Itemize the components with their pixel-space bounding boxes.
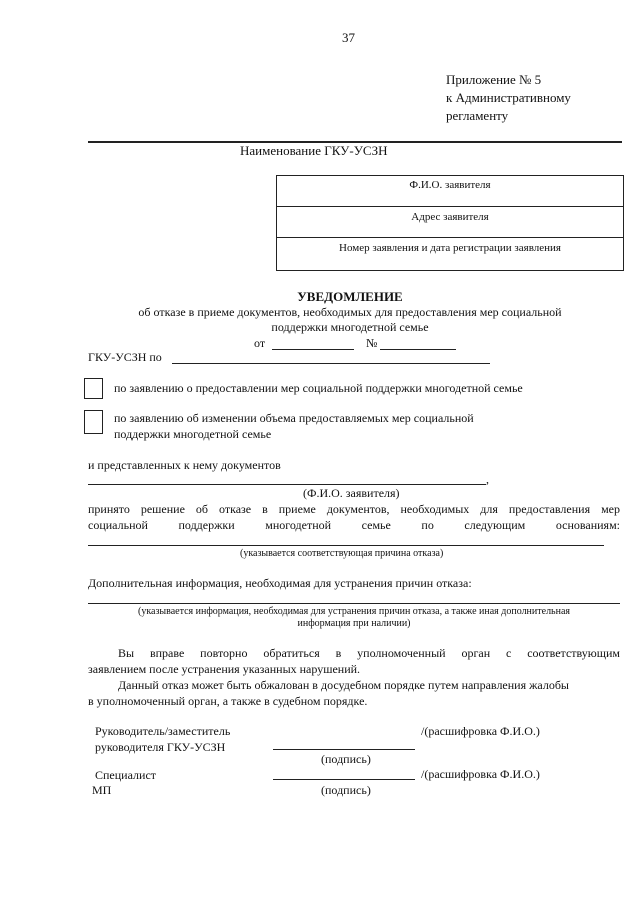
head-signature-line[interactable] xyxy=(273,749,415,750)
number-label: № xyxy=(366,336,378,350)
option-1-checkbox[interactable] xyxy=(84,378,103,399)
extra-info-line[interactable] xyxy=(88,603,620,604)
page-number: 37 xyxy=(342,30,355,45)
decision-line-1: принято решение об отказе в приеме документов, необходимых для предоставления мер xyxy=(88,502,620,516)
option-1-label: по заявлению о предоставлении мер социальной поддержки многодетной семье xyxy=(114,381,523,395)
decision-line-2: социальной поддержки многодетной семье по следующим основаниям: xyxy=(88,518,620,532)
gku-field-line[interactable] xyxy=(172,363,490,364)
option-2-label-2: поддержки многодетной семье xyxy=(114,427,272,441)
right-line-2: заявлением после устранения указанных нарушений. xyxy=(88,662,361,676)
extra-caption-2: информация при наличии) xyxy=(297,618,411,629)
org-name-label: Наименование ГКУ-УСЗН xyxy=(240,143,388,158)
applicant-fio-label: Ф.И.О. заявителя xyxy=(409,179,491,191)
head-title-1: Руководитель/заместитель xyxy=(95,724,231,738)
table-divider xyxy=(277,237,623,238)
appeal-line-1: Данный отказ может быть обжалован в досудебном порядке путем направления жалобы xyxy=(118,678,569,692)
fio-caption: (Ф.И.О. заявителя) xyxy=(303,486,400,500)
presented-docs-label: и представленных к нему документов xyxy=(88,458,281,472)
notice-subtitle-1: об отказе в приеме документов, необходимых для предоставления мер социальной xyxy=(138,305,562,319)
specialist-signature-line[interactable] xyxy=(273,779,415,780)
reason-caption: (указывается соответствующая причина отказа) xyxy=(240,548,444,559)
head-decode: /(расшифровка Ф.И.О.) xyxy=(421,724,540,738)
notice-subtitle-2: поддержки многодетной семье xyxy=(271,320,429,334)
table-divider xyxy=(277,206,623,207)
application-number-label: Номер заявления и дата регистрации заявления xyxy=(339,242,561,254)
right-line-1: Вы вправе повторно обратиться в уполномоченный орган с соответствующим xyxy=(118,646,620,660)
date-label: от xyxy=(254,336,266,350)
appendix-line-3: регламенту xyxy=(446,108,509,123)
specialist-label: Специалист xyxy=(95,768,157,782)
applicant-table xyxy=(276,175,624,271)
appendix-line-2: к Административному xyxy=(446,90,571,105)
notice-title: УВЕДОМЛЕНИЕ xyxy=(297,289,403,304)
appendix-line-1: Приложение № 5 xyxy=(446,72,542,87)
applicant-address-label: Адрес заявителя xyxy=(411,211,489,223)
reason-line[interactable] xyxy=(88,545,604,546)
extra-caption-1: (указывается информация, необходимая для устранения причин отказа, а также иная дополнительная xyxy=(137,606,571,617)
gku-label: ГКУ-УСЗН по xyxy=(88,350,162,364)
stamp-label: МП xyxy=(92,783,112,797)
option-2-label-1: по заявлению об изменении объема предоставляемых мер социальной xyxy=(114,411,474,425)
head-title-2: руководителя ГКУ-УСЗН xyxy=(95,740,226,754)
option-2-checkbox[interactable] xyxy=(84,410,103,434)
specialist-sign-caption: (подпись) xyxy=(321,783,371,797)
date-field-line[interactable] xyxy=(272,349,354,350)
fio-comma: , xyxy=(486,472,489,486)
applicant-fio-line[interactable] xyxy=(88,484,486,485)
appeal-line-2: в уполномоченный орган, а также в судебном порядке. xyxy=(88,694,368,708)
extra-info-label: Дополнительная информация, необходимая для устранения причин отказа: xyxy=(88,576,472,590)
number-field-line[interactable] xyxy=(380,349,456,350)
specialist-decode: /(расшифровка Ф.И.О.) xyxy=(421,767,540,781)
head-sign-caption: (подпись) xyxy=(321,752,371,766)
